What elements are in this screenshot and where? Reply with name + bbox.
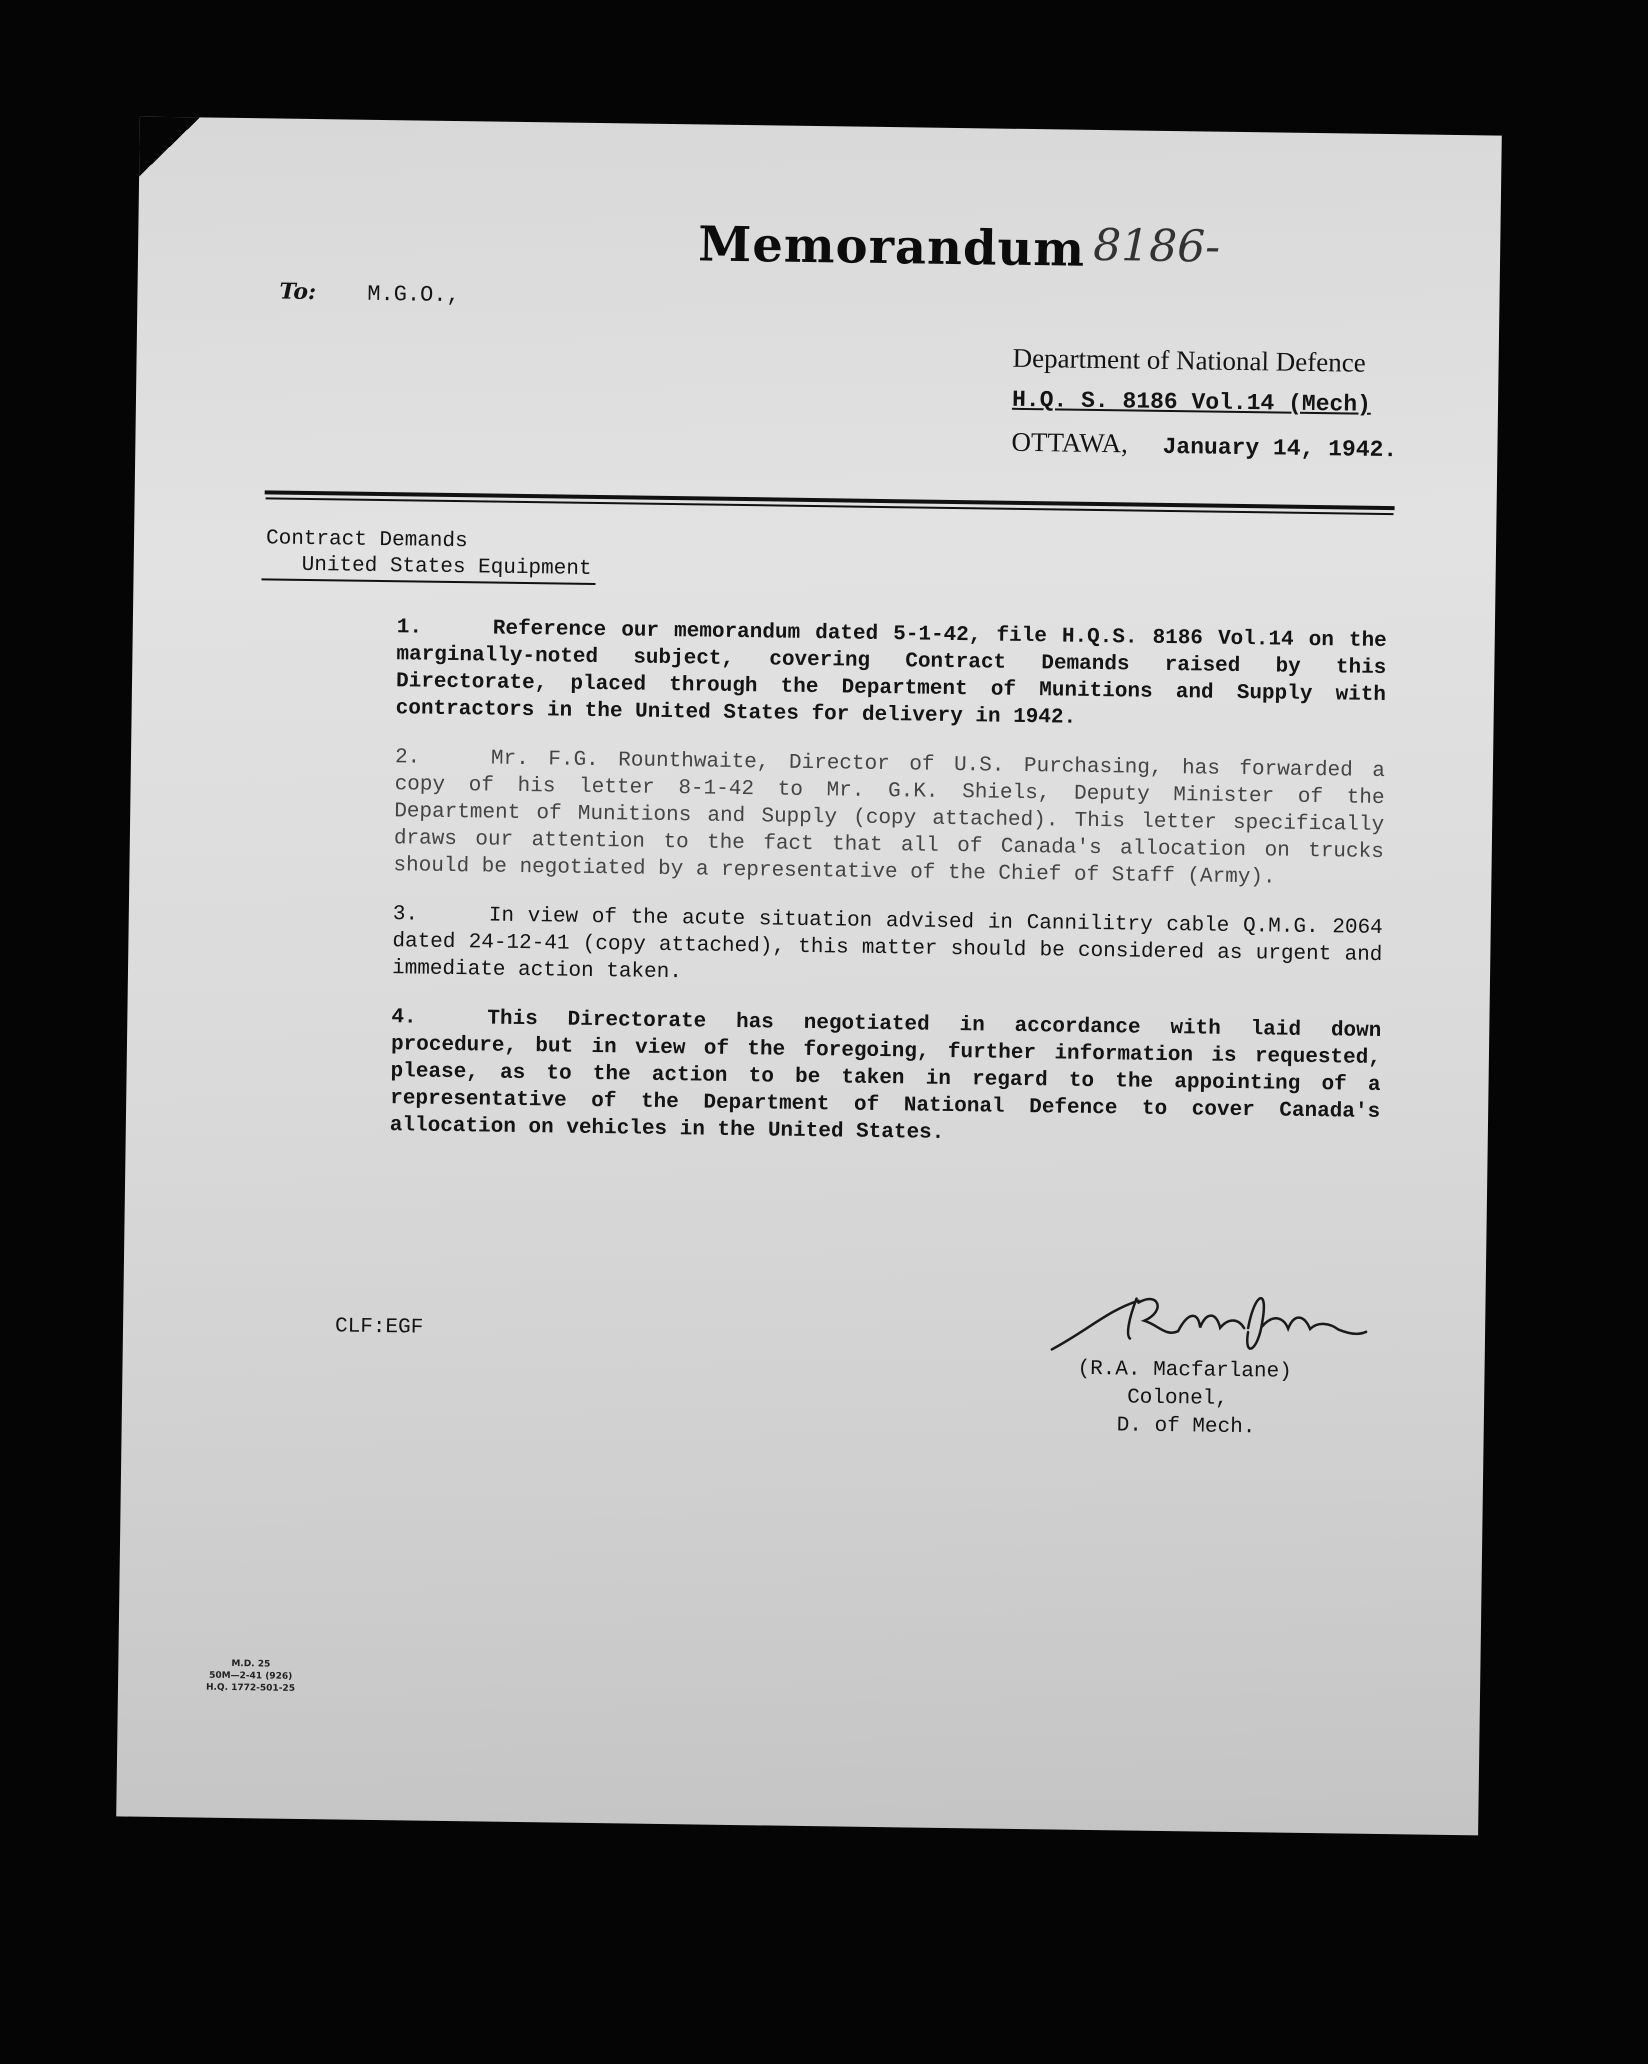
form-code-line-2: 50M—2-41 (926) <box>209 1670 293 1682</box>
memo-title: Memorandum <box>697 216 1086 278</box>
signatory-name: (R.A. Macfarlane) <box>1077 1357 1292 1384</box>
paragraph-text: This Directorate has negotiated in accordance with laid down procedure, but in view of the foregoing, further information is requested, please, as to the action to be taken in regard to the appointing of a representative of the Department of National Defence to cover Canada's allocation on vehicles in the United States. <box>389 1007 1382 1145</box>
handwritten-signature <box>1048 1279 1369 1363</box>
paragraph-number: 4. <box>391 1006 417 1030</box>
subject-line-1: Contract Demands <box>265 527 468 554</box>
subject-line-2: United States Equipment <box>261 552 595 585</box>
to-line <box>279 279 460 309</box>
paragraph <box>393 744 1385 893</box>
paragraph-text: Mr. F.G. Rounthwaite, Director of U.S. Purchasing, has forwarded a copy of his letter 8-1-42 to Mr. G.K. Shiels, Deputy Minister of the Department of Munitions and Supply (copy attached). This letter specifically draws our attention to the fact that all of Canada's allocation on trucks should be negotiated by a representative of the Chief of Staff (Army). <box>393 747 1386 890</box>
date: January 14, 1942. <box>1162 433 1398 464</box>
signature-block <box>1077 1280 1369 1444</box>
signatory-rank: Colonel, <box>1126 1386 1229 1411</box>
to-recipient: M.G.O., <box>367 281 460 309</box>
paragraph-text: In view of the acute situation advised in Cannilitry cable Q.M.G. 2064 dated 24-12-41 (copy attached), this matter should be considered as urgent and immediate action taken. <box>391 904 1383 985</box>
memo-body <box>389 614 1387 1175</box>
place-date <box>1011 421 1397 471</box>
place: OTTAWA, <box>1011 426 1129 459</box>
to-label: To: <box>279 278 317 306</box>
memo-sheet <box>116 117 1502 1836</box>
paragraph <box>390 1004 1382 1153</box>
department-name: Department of National Defence <box>1012 342 1366 378</box>
paragraph <box>392 901 1383 996</box>
paragraph-number: 2. <box>394 746 421 770</box>
department-block <box>1011 337 1399 471</box>
paragraph-number: 1. <box>396 616 423 640</box>
paragraph <box>396 614 1387 736</box>
subject-block <box>265 526 596 585</box>
typist-initials: CLF:EGF <box>334 1315 424 1340</box>
paragraph-number: 3. <box>392 903 419 927</box>
file-reference: H.Q. S. 8186 Vol.14 (Mech) <box>1011 386 1372 418</box>
form-code <box>206 1658 295 1695</box>
signatory-title: D. of Mech. <box>1116 1414 1256 1440</box>
form-code-line-3: H.Q. 1772-501-25 <box>205 1682 296 1694</box>
handwritten-file-number: 8186- <box>1092 219 1221 273</box>
header-divider <box>265 490 1395 510</box>
form-code-line-1: M.D. 25 <box>231 1659 271 1670</box>
paragraph-text: Reference our memorandum dated 5-1-42, file H.Q.S. 8186 Vol.14 on the marginally-noted subject, covering Contract Demands raised by this Directorate, placed through the Department of Munitions and Supply with contractors in the United States for delivery in 1942. <box>395 617 1387 730</box>
